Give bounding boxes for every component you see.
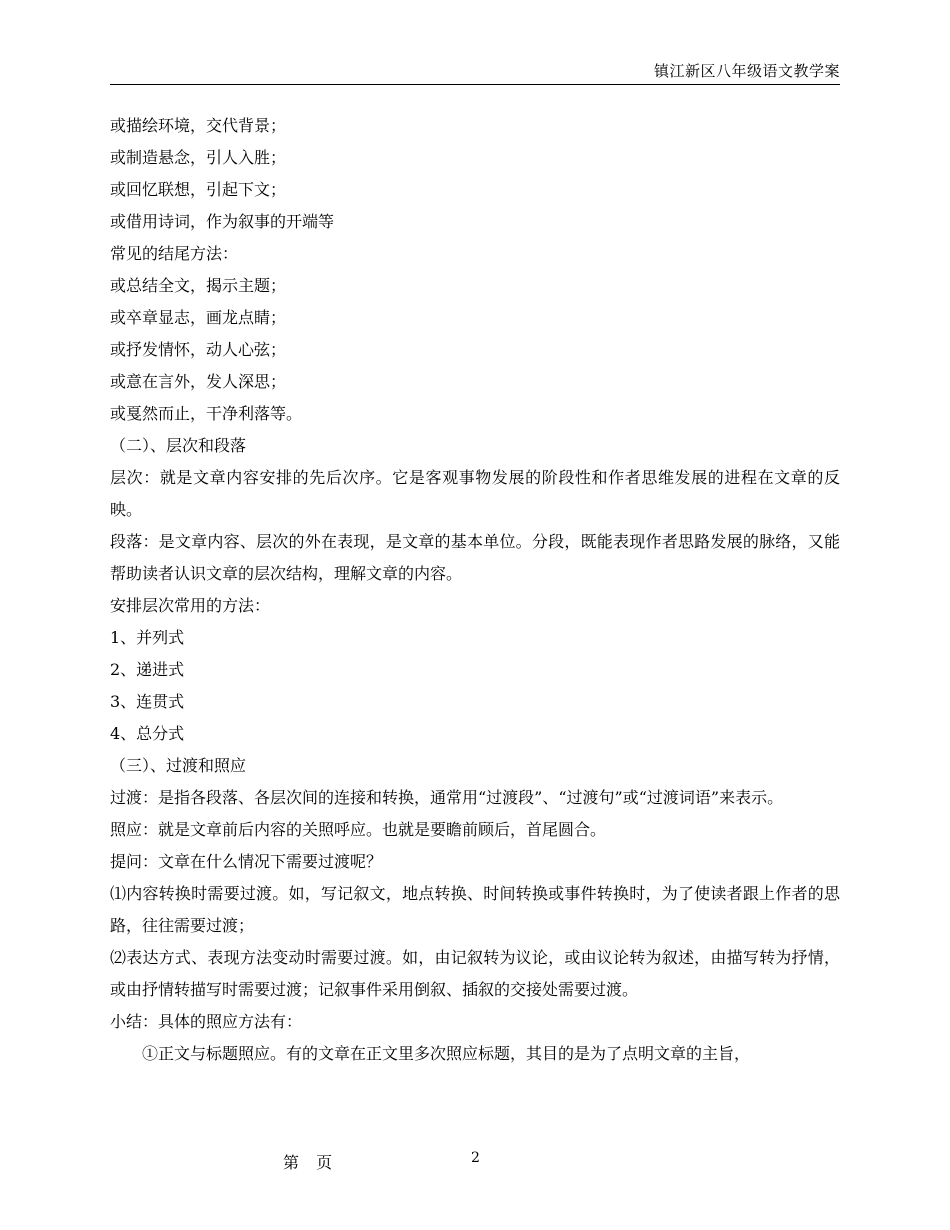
text-line: 或抒发情怀，动人心弦； (110, 340, 287, 359)
page-header-title: 镇江新区八年级语文教学案 (653, 62, 840, 80)
text-line: 或戛然而止，干净利落等。 (110, 404, 303, 423)
methods-heading: 安排层次常用的方法： (110, 596, 271, 615)
document-body (110, 110, 840, 1070)
paragraph-transition-definition: 过渡：是指各段落、各层次间的连接和转换，通常用“过渡段”、“过渡句”或“过渡词语”来表示。 (110, 788, 784, 807)
header-divider (110, 84, 840, 85)
text-line: 或总结全文，揭示主题； (110, 276, 287, 295)
ending-methods-heading: 常见的结尾方法： (110, 244, 239, 263)
echo-definition: 照应：就是文章前后内容的关照呼应。也就是要瞻前顾后，首尾圆合。 (110, 820, 607, 839)
text-line: 或制造悬念，引人入胜； (110, 148, 287, 167)
paragraph-level-definition: 层次：就是文章内容安排的先后次序。它是客观事物发展的阶段性和作者思维发展的进程在文章的反映。 (110, 468, 840, 519)
section-heading-levels: （二）、层次和段落 (110, 436, 247, 455)
footer-page-label: 第 页 (283, 1153, 333, 1172)
text-line: 或意在言外，发人深思； (110, 372, 287, 391)
section-heading-transition: （三）、过渡和照应 (110, 756, 247, 775)
text-line: 或描绘环境，交代背景； (110, 116, 287, 135)
method-item: 1、并列式 (110, 628, 185, 647)
text-line: 或借用诗词，作为叙事的开端等 (110, 212, 335, 231)
question-line: 提问：文章在什么情况下需要过渡呢？ (110, 852, 383, 871)
point-1-line: ①正文与标题照应。有的文章在正文里多次照应标题，其目的是为了点明文章的主旨， (142, 1044, 751, 1063)
method-item: 2、递进式 (110, 660, 185, 679)
text-line: 或卒章显志，画龙点睛； (110, 308, 287, 327)
paragraph-paragraph-definition: 段落：是文章内容、层次的外在表现，是文章的基本单位。分段，既能表现作者思路发展的脉络，又能帮助读者认识文章的层次结构，理解文章的内容。 (110, 532, 840, 583)
text-line: 或回忆联想，引起下文； (110, 180, 287, 199)
paragraph-case-2: ⑵表达方式、表现方法变动时需要过渡。如，由记叙转为议论，或由议论转为叙述，由描写转为抒情，或由抒情转描写时需要过渡；记叙事件采用倒叙、插叙的交接处需要过渡。 (110, 948, 840, 999)
paragraph-case-1: ⑴内容转换时需要过渡。如，写记叙文，地点转换、时间转换或事件转换时，为了使读者跟上作者的思路，往往需要过渡； (110, 884, 840, 935)
summary-line: 小结：具体的照应方法有： (110, 1012, 303, 1031)
method-item: 4、总分式 (110, 724, 185, 743)
method-item: 3、连贯式 (110, 692, 185, 711)
footer-page-number: 2 (471, 1150, 480, 1166)
